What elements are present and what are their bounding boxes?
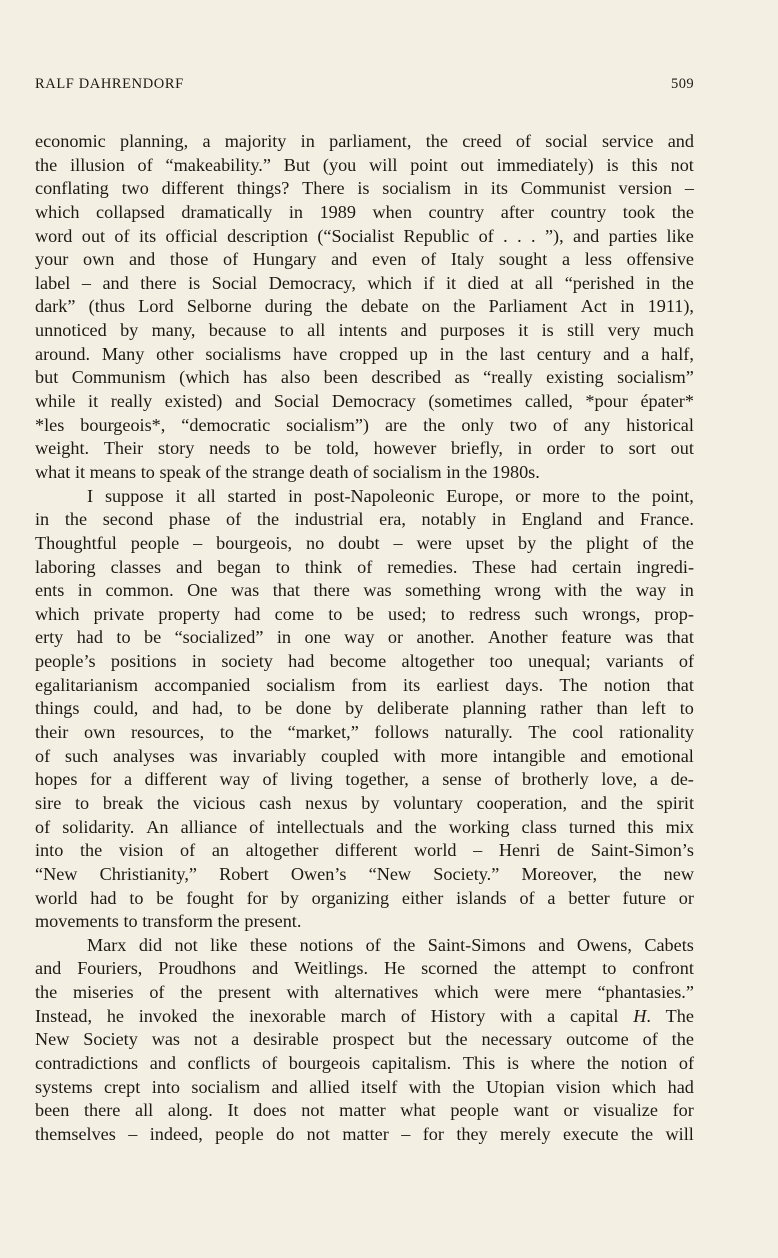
text-line: the illusion of “makeability.” But (you will point out immediately) is this not xyxy=(35,154,694,175)
text-line: your own and those of Hungary and even of Italy sought a less offensive xyxy=(35,249,694,270)
paragraph xyxy=(35,485,694,934)
text-line: New Society was not a desirable prospect but the necessary outcome of the xyxy=(35,1029,694,1050)
running-head-author: RALF DAHRENDORF xyxy=(35,76,184,92)
text-line: sire to break the vicious cash nexus by voluntary cooperation, and the spirit xyxy=(35,792,694,813)
text-line: Marx did not like these notions of the Saint-Simons and Owens, Cabets xyxy=(87,934,694,955)
text-line: the miseries of the present with alternatives which were mere “phantasies.” xyxy=(35,982,694,1003)
text-line: which private property had come to be used; to redress such wrongs, prop- xyxy=(35,603,694,624)
body-text xyxy=(35,130,694,1147)
text-line: into the vision of an altogether different world – Henri de Saint-Simon’s xyxy=(35,840,694,861)
text-line: Instead, he invoked the inexorable march of History with a capital H. The xyxy=(35,1005,694,1026)
text-line: laboring classes and began to think of remedies. These had certain ingredi- xyxy=(35,556,694,577)
text-line: label – and there is Social Democracy, which if it died at all “perished in the xyxy=(35,272,694,293)
paragraph xyxy=(35,130,694,485)
text-line: egalitarianism accompanied socialism from its earliest days. The notion that xyxy=(35,674,694,695)
text-line: hopes for a different way of living together, a sense of brotherly love, a de- xyxy=(35,769,694,790)
text-line: *les bourgeois*, “democratic socialism”) are the only two of any historical xyxy=(35,414,694,435)
paragraph xyxy=(35,934,694,1147)
text-line: been there all along. It does not matter what people want or visualize for xyxy=(35,1100,694,1121)
text-line: what it means to speak of the strange death of socialism in the 1980s. xyxy=(35,461,540,482)
text-line: Thoughtful people – bourgeois, no doubt – were upset by the plight of the xyxy=(35,532,694,553)
text-line: world had to be fought for by organizing either islands of a better future or xyxy=(35,887,694,908)
text-line: in the second phase of the industrial era, notably in England and France. xyxy=(35,509,694,530)
text-line: unnoticed by many, because to all intents and purposes it is still very much xyxy=(35,320,694,341)
text-line: economic planning, a majority in parliament, the creed of social service and xyxy=(35,131,694,151)
text-line: erty had to be “socialized” in one way or another. Another feature was that xyxy=(35,627,694,648)
text-line: while it really existed) and Social Democracy (sometimes called, *pour épater* xyxy=(35,391,694,412)
text-line: weight. Their story needs to be told, however briefly, in order to sort out xyxy=(35,438,694,459)
text-line: of such analyses was invariably coupled with more intangible and emotional xyxy=(35,745,694,766)
text-line: things could, and had, to be done by deliberate planning rather than left to xyxy=(35,698,694,719)
text-line: “New Christianity,” Robert Owen’s “New Society.” Moreover, the new xyxy=(35,863,694,884)
text-line: their own resources, to the “market,” follows naturally. The cool rationality xyxy=(35,722,694,743)
text-line: dark” (thus Lord Selborne during the debate on the Parliament Act in 1911), xyxy=(35,296,694,317)
text-line: which collapsed dramatically in 1989 when country after country took the xyxy=(35,201,694,222)
text-line: of solidarity. An alliance of intellectuals and the working class turned this mix xyxy=(35,816,694,837)
text-line: I suppose it all started in post-Napoleonic Europe, or more to the point, xyxy=(87,485,694,506)
text-line: around. Many other socialisms have cropped up in the last century and a half, xyxy=(35,343,694,364)
text-line: conflating two different things? There is socialism in its Communist version – xyxy=(35,178,694,199)
text-line: themselves – indeed, people do not matter – for they merely execute the will xyxy=(35,1123,694,1144)
running-head xyxy=(35,76,694,93)
text-line: people’s positions in society had become altogether too unequal; variants of xyxy=(35,651,694,672)
text-line: ents in common. One was that there was something wrong with the way in xyxy=(35,580,694,601)
text-line: contradictions and conflicts of bourgeois capitalism. This is where the notion of xyxy=(35,1052,694,1073)
text-line: systems crept into socialism and allied itself with the Utopian vision which had xyxy=(35,1076,694,1097)
text-line: movements to transform the present. xyxy=(35,911,302,932)
page-number: 509 xyxy=(671,76,694,92)
text-line: and Fouriers, Proudhons and Weitlings. He scorned the attempt to confront xyxy=(35,958,694,979)
text-line: word out of its official description (“Socialist Republic of . . . ”), and parties like xyxy=(35,225,694,246)
text-line: but Communism (which has also been described as “really existing socialism” xyxy=(35,367,694,388)
